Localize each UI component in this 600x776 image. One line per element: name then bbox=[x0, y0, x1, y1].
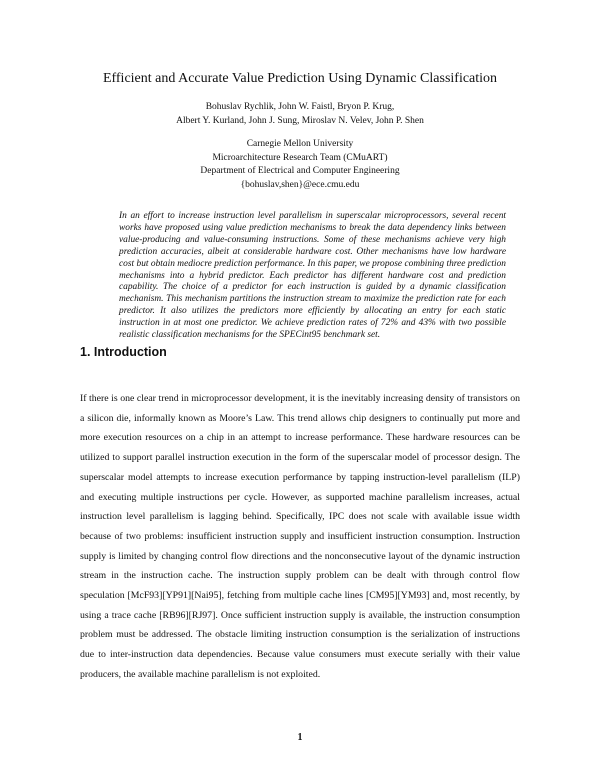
introduction-paragraph: If there is one clear trend in microprocessor development, it is the inevitably increasing density of transistors on a silicon die, informally known as Moore’s Law. This trend allows chip designers to continually put more and more execution resources on a chip in an attempt to increase performance. These hardware resources can be utilized to support parallel instruction execution in the form of the superscalar model of processor design. The superscalar model attempts to increase execution performance by tapping instruction-level parallelism (ILP) and executing multiple instructions per cycle. However, as supported machine parallelism increases, actual instruction level parallelism is lagging behind. Specifically, IPC does not scale with available issue width because of two problems: insufficient instruction supply and insufficient instruction consumption. Instruction supply is limited by changing control flow directions and the nonconsecutive layout of the dynamic instruction stream in the instruction cache. The instruction supply problem can be dealt with through control flow speculation [McF93][YP91][Nai95], fetching from multiple cache lines [CM95][YM93] and, most recently, by using a trace cache [RB96][RJ97]. Once sufficient instruction supply is available, the instruction consumption problem must be addressed. The obstacle limiting instruction consumption is the serialization of instructions due to inter-instruction data dependencies. Because value consumers must execute serially with their value producers, the available machine parallelism is not exploited. bbox=[80, 393, 520, 680]
section-heading-introduction: 1. Introduction bbox=[80, 345, 167, 359]
affiliation-block bbox=[0, 138, 600, 192]
author-line-2: Albert Y. Kurland, John J. Sung, Miroslav N. Velev, John P. Shen bbox=[176, 115, 424, 126]
author-list bbox=[0, 101, 600, 128]
affiliation-email: {bohuslav,shen}@ece.cmu.edu bbox=[240, 179, 360, 190]
page-number: 1 bbox=[297, 732, 303, 743]
affiliation-university: Carnegie Mellon University bbox=[246, 139, 354, 149]
paper-title: Efficient and Accurate Value Prediction Using Dynamic Classification bbox=[102, 71, 498, 86]
affiliation-department: Department of Electrical and Computer Engineering bbox=[200, 166, 400, 176]
author-line-1: Bohuslav Rychlik, John W. Faistl, Bryon P. Krug, bbox=[205, 102, 395, 112]
affiliation-team: Microarchitecture Research Team (CMuART) bbox=[212, 152, 388, 163]
abstract: In an effort to increase instruction level parallelism in superscalar microprocessors, several recent works have proposed using value prediction mechanisms to break the data dependency links between value-producing and value-consuming instructions. Some of these mechanisms achieve very high prediction accuracies, albeit at considerable hardware cost. Other mechanisms have low hardware cost but obtain mediocre prediction performance. In this paper, we propose combining three prediction mechanisms into a hybrid predictor. Each predictor has different hardware cost and prediction capability. The choice of a predictor for each instruction is guided by a dynamic classification mechanism. This mechanism partitions the instruction stream to maximize the prediction rate for each predictor. It also utilizes the predictors more efficiently by allocating an entry for each static instruction in at most one predictor. We achieve prediction rates of 72% and 43% with two possible realistic classification mechanisms for the SPECint95 benchmark set. bbox=[119, 211, 506, 341]
